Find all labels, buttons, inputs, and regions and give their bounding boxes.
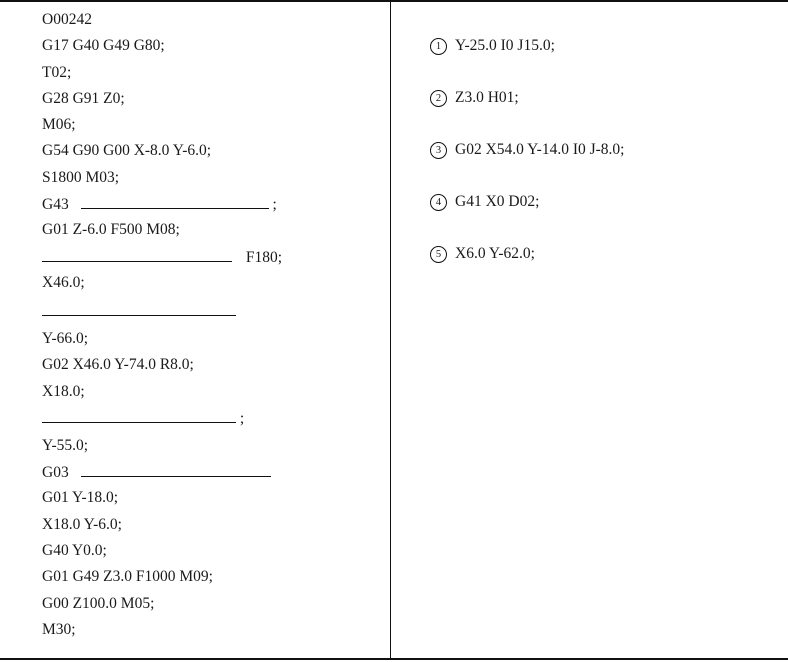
program-line: G01 G49 Z3.0 F1000 M09; (42, 568, 213, 586)
option-item (430, 244, 780, 296)
program-line-text: F180; (245, 248, 283, 266)
program-line: Y-66.0; (42, 329, 89, 347)
program-line-with-blank (42, 247, 382, 273)
fill-in-blank (81, 194, 269, 209)
program-line: G02 X46.0 Y-74.0 R8.0; (42, 356, 194, 374)
circled-number-2: 2 (430, 90, 447, 107)
fill-in-blank (81, 462, 271, 477)
option-item (430, 88, 780, 140)
program-line: G01 Y-18.0; (42, 489, 119, 507)
program-line: M30; (42, 620, 76, 638)
option-item (430, 192, 780, 244)
nc-program-listing (42, 10, 382, 646)
program-line-text: G43 (42, 196, 69, 214)
circled-number-4: 4 (430, 194, 447, 211)
line-terminator: ; (239, 409, 245, 427)
program-line-with-blank (42, 301, 382, 329)
program-line: Y-55.0; (42, 436, 89, 454)
bottom-rule (0, 658, 788, 660)
fill-in-blank (42, 247, 232, 262)
program-line: S1800 M03; (42, 168, 120, 186)
option-text: G41 X0 D02; (455, 193, 540, 210)
circled-number-3: 3 (430, 142, 447, 159)
program-line-with-blank (42, 462, 382, 488)
column-divider (390, 0, 391, 660)
fill-in-blank (42, 408, 236, 423)
program-line: M06; (42, 116, 76, 134)
program-line: X18.0 Y-6.0; (42, 515, 122, 533)
top-rule (0, 0, 788, 2)
program-line: X18.0; (42, 382, 85, 400)
program-line: T02; (42, 63, 72, 81)
program-line-with-blank (42, 194, 382, 220)
program-line: G17 G40 G49 G80; (42, 37, 165, 55)
program-line-with-blank (42, 408, 382, 436)
option-item (430, 36, 780, 88)
option-text: G02 X54.0 Y-14.0 I0 J-8.0; (455, 141, 625, 158)
option-item (430, 140, 780, 192)
program-line: O00242 (42, 11, 92, 28)
option-text: Y-25.0 I0 J15.0; (455, 37, 555, 54)
program-line-text: G03 (42, 464, 69, 482)
program-line: G01 Z-6.0 F500 M08; (42, 221, 180, 239)
program-line: G00 Z100.0 M05; (42, 594, 155, 612)
fill-in-blank (42, 301, 236, 316)
program-line: X46.0; (42, 273, 85, 291)
circled-number-1: 1 (430, 38, 447, 55)
program-line: G54 G90 G00 X-8.0 Y-6.0; (42, 142, 212, 160)
option-text: X6.0 Y-62.0; (455, 245, 535, 262)
program-line: G40 Y0.0; (42, 542, 107, 560)
option-text: Z3.0 H01; (455, 89, 519, 106)
line-terminator: ; (272, 196, 277, 214)
program-line: G28 G91 Z0; (42, 89, 125, 107)
answer-options (430, 36, 780, 296)
circled-number-5: 5 (430, 246, 447, 263)
